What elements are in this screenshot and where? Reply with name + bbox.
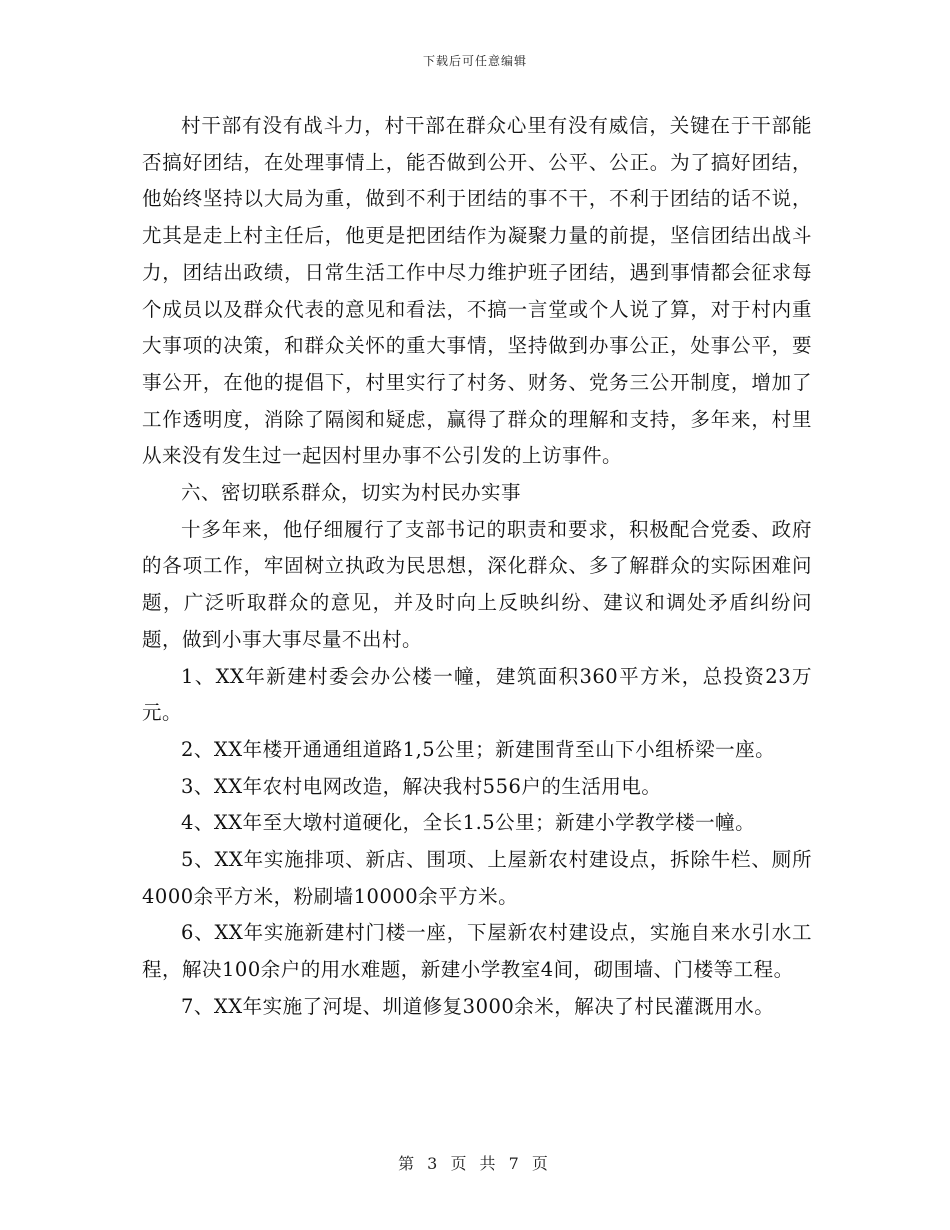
section-heading-six: 六、密切联系群众，切实为村民办实事 [181,481,522,505]
list-item-5: 5、XX年实施排项、新店、围项、上屋新农村建设点，拆除牛栏、厕所4000余平方米，粉刷墙10000余平方米。 [142,848,812,908]
list-item-4: 4、XX年至大墩村道硬化，全长1.5公里；新建小学教学楼一幢。 [181,811,756,835]
page-header: 下载后可任意编辑 [422,54,527,68]
list-item-1: 1、XX年新建村委会办公楼一幢，建筑面积360平方米，总投资23万元。 [142,664,812,725]
paragraph-duties: 十多年来，他仔细履行了支部书记的职责和要求，积极配合党委、政府的各项工作，牢固树立执政为民思想，深化群众、多了解群众的实际困难问题，广泛听取群众的意见，并及时向上反映纠纷、建议和调处矛盾纠纷问题，做到小事大事尽量不出村。 [142,517,812,651]
list-item-6: 6、XX年实施新建村门楼一座，下屋新农村建设点，实施自来水引水工程，解决100余户的用水难题，新建小学教室4间，砌围墙、门楼等工程。 [142,921,812,982]
list-item-2: 2、XX年楼开通通组道路1,5公里；新建围背至山下小组桥梁一座。 [181,737,776,761]
list-item-7: 7、XX年实施了河堤、圳道修复3000余米，解决了村民灌溉用水。 [181,994,775,1018]
page-footer: 第 3 页 共 7 页 [398,1154,552,1173]
document-body [142,108,812,1026]
list-item-3: 3、XX年农村电网改造，解决我村556户的生活用电。 [181,774,662,798]
paragraph-unity: 村干部有没有战斗力，村干部在群众心里有没有威信，关键在于干部能否搞好团结，在处理事情上，能否做到公开、公平、公正。为了搞好团结，他始终坚持以大局为重，做到不利于团结的事不干，不利于团结的话不说，尤其是走上村主任后，他更是把团结作为凝聚力量的前提，坚信团结出战斗力，团结出政绩，日常生活工作中尽力维护班子团结，遇到事情都会征求每个成员以及群众代表的意见和看法，不搞一言堂或个人说了算，对于村内重大事项的决策，和群众关怀的重大事情，坚持做到办事公正，处事公平，要事公开，在他的提倡下，村里实行了村务、财务、党务三公开制度，增加了工作透明度，消除了隔阂和疑虑，赢得了群众的理解和支持，多年来，村里从来没有发生过一起因村里办事不公引发的上访事件。 [142,114,812,468]
